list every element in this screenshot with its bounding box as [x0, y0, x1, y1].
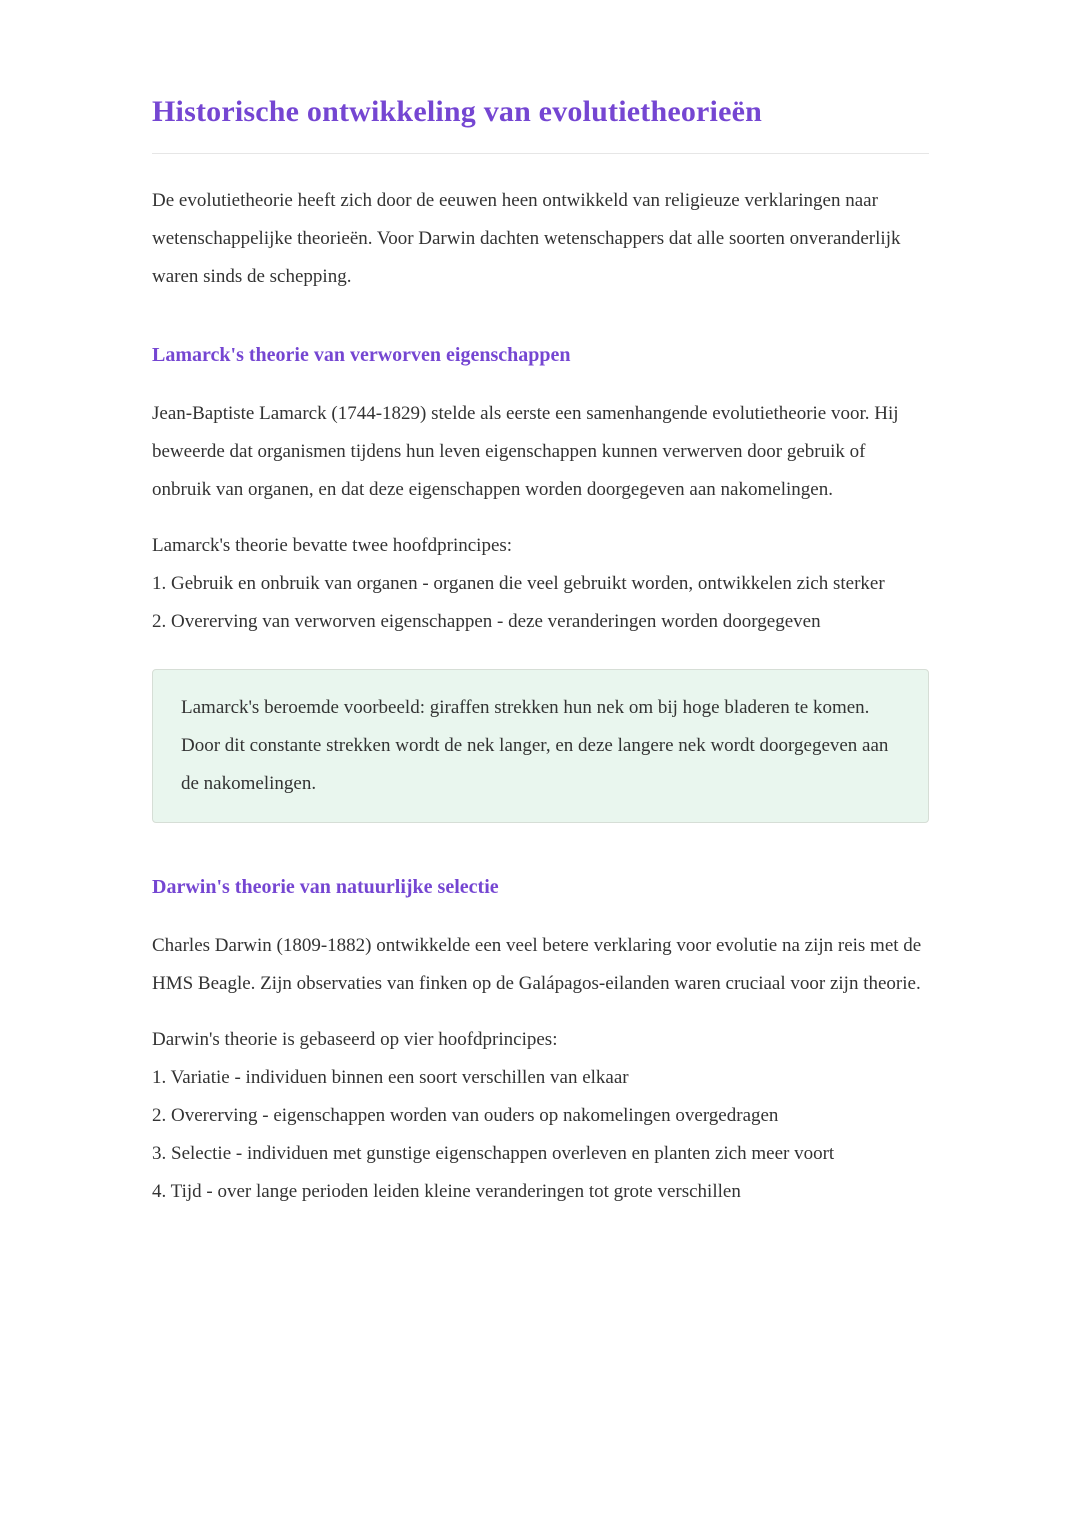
principle-line: 2. Overerving - eigenschappen worden van ouders op nakomelingen overgedragen [152, 1104, 779, 1126]
callout-text: Lamarck's beroemde voorbeeld: giraffen strekken hun nek om bij hoge bladeren te komen. Door dit constante strekken wordt de nek langer, en deze langere nek wordt doorgegeven aan de nakomelingen. [181, 696, 889, 794]
darwin-paragraph: Charles Darwin (1809-1882) ontwikkelde een veel betere verklaring voor evolutie na zijn reis met de HMS Beagle. Zijn observaties van finken op de Galápagos-eilanden waren cruciaal voor zijn theorie. [152, 934, 922, 994]
lamarck-paragraph: Jean-Baptiste Lamarck (1744-1829) stelde als eerste een samenhangende evolutietheorie voor. Hij beweerde dat organismen tijdens hun leven eigenschappen kunnen verwerven door gebruik of onbruik van organen, en dat deze eigenschappen worden doorgegeven aan nakomelingen. [152, 402, 899, 500]
principle-line: 1. Gebruik en onbruik van organen - organen die veel gebruikt worden, ontwikkelen zich sterker [152, 572, 885, 594]
intro-paragraph: De evolutietheorie heeft zich door de eeuwen heen ontwikkeld van religieuze verklaringen naar wetenschappelijke theorieën. Voor Darwin dachten wetenschappers dat alle soorten onveranderlijk waren sinds de schepping. [152, 189, 901, 287]
principle-line: 3. Selectie - individuen met gunstige eigenschappen overleven en planten zich meer voort [152, 1142, 835, 1164]
principle-line: 4. Tijd - over lange perioden leiden kleine veranderingen tot grote verschillen [152, 1180, 741, 1202]
lamarck-principles-intro: Lamarck's theorie bevatte twee hoofdprincipes: [152, 534, 513, 556]
section-heading-darwin: Darwin's theorie van natuurlijke selectie [152, 875, 499, 898]
principle-line: 1. Variatie - individuen binnen een soort verschillen van elkaar [152, 1066, 629, 1088]
document-page [152, 0, 929, 1211]
section-heading-lamarck: Lamarck's theorie van verworven eigenschappen [152, 343, 571, 366]
lamarck-principles-block [152, 527, 929, 641]
darwin-principles-intro: Darwin's theorie is gebaseerd op vier hoofdprincipes: [152, 1028, 558, 1050]
principle-line: 2. Overerving van verworven eigenschappen - deze veranderingen worden doorgegeven [152, 610, 821, 632]
page-title: Historische ontwikkeling van evolutietheorieën [152, 92, 929, 154]
callout-box [152, 669, 929, 823]
darwin-principles-block [152, 1021, 929, 1211]
